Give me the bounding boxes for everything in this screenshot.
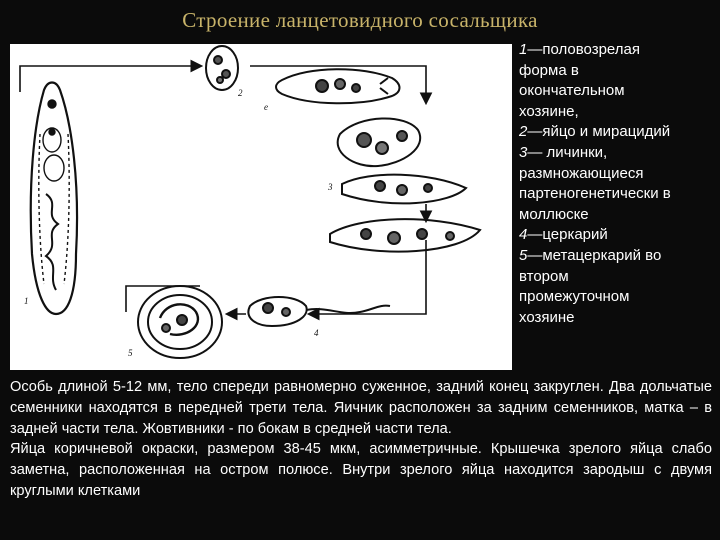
legend-line: 5—метацеркарий во — [519, 246, 662, 264]
lifecycle-figure — [10, 44, 512, 370]
legend — [519, 40, 715, 328]
legend-line: 4—церкарий — [519, 226, 608, 244]
description — [10, 377, 712, 502]
stage-number-5: 5 — [128, 348, 133, 358]
cycle-arrows — [20, 66, 426, 314]
legend-line: партеногенетически в — [519, 185, 671, 203]
stage-number-3: 3 — [328, 182, 333, 192]
slide-title: Строение ланцетовидного сосальщика — [182, 8, 538, 32]
metacercaria — [138, 286, 222, 358]
egg — [206, 46, 238, 90]
legend-line: моллюске — [519, 205, 589, 223]
cercaria — [248, 297, 390, 326]
miracidium — [276, 69, 400, 103]
legend-line: 1—половозрелая — [519, 41, 640, 58]
legend-line: хозяине — [519, 308, 575, 326]
stage-number-2: 2 — [238, 88, 243, 98]
lifecycle-diagram — [10, 44, 512, 370]
legend-line: хозяине, — [519, 102, 579, 120]
legend-line: промежуточном — [519, 288, 630, 306]
stage-number-4: 4 — [314, 328, 319, 338]
legend-line: втором — [519, 267, 569, 285]
arrow-adult-to-egg — [20, 66, 200, 92]
legend-line: 2—яйцо и мирацидий — [519, 123, 671, 141]
arrow-label: е — [264, 102, 268, 112]
stage-number-1: 1 — [24, 296, 29, 306]
adult-fluke — [31, 83, 77, 315]
legend-line: окончательном — [519, 82, 625, 100]
description-paragraph-1: Особь длиной 5-12 мм, тело спереди равномерно суженное, задний конец закруглен. Два дольчатые семенники находятся в передней трети тела. Яичник расположен за задним семенников, матка – в задней части тела. Жовтивники - по бокам в средней части тела. — [10, 379, 712, 437]
description-paragraph-2: Яйца коричневой окраски, размером 38-45 мкм, асимметричные. Крышечка зрелого яйца слабо заметна, расположенная на остром полюсе. Внутри зрелого яйца находится зародыш с двумя круглыми клетками — [10, 441, 712, 499]
sporocyst-larvae — [330, 118, 480, 251]
legend-line: размножающиеся — [519, 164, 644, 182]
legend-line: 3— личинки, — [519, 143, 608, 161]
legend-line: форма в — [519, 61, 579, 79]
